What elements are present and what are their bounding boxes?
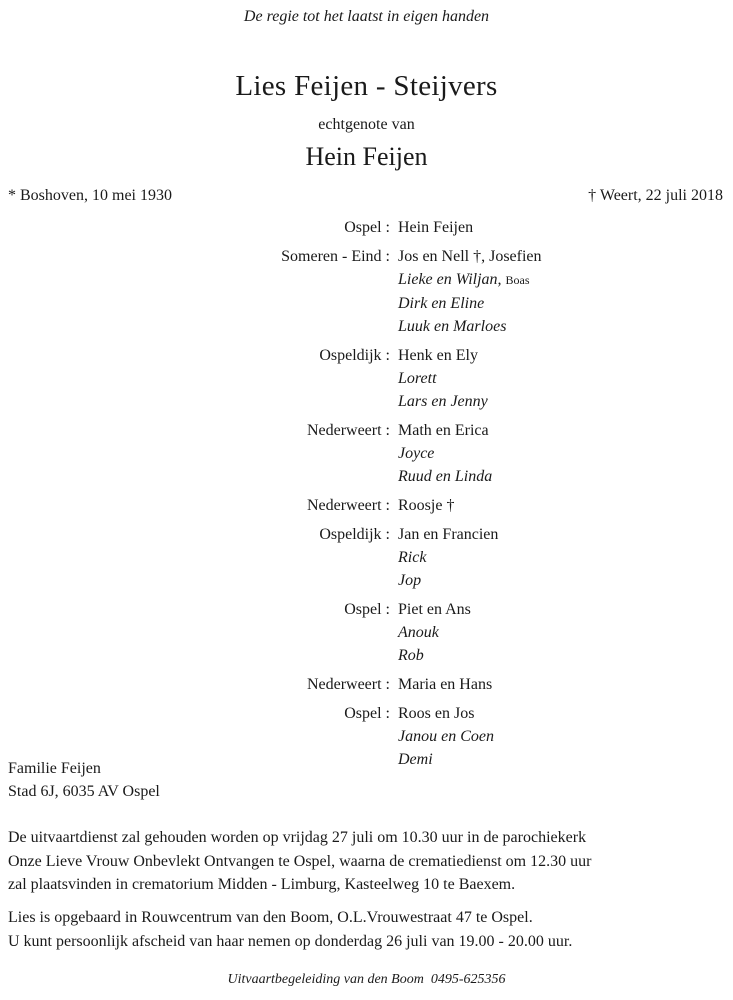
family-place: Nederweert : [306,422,390,439]
family-group [0,523,733,592]
family-group [0,673,733,696]
family-member [398,367,733,390]
family-member-text: Demi [398,751,433,768]
family-member-text: Piet en Ans [398,601,471,618]
family-member [398,621,733,644]
family-member-text: Jos en Nell †, Josefien [398,248,542,265]
deceased-name: Lies Feijen - Steijvers [235,70,498,102]
family-names [398,598,733,667]
family-member [398,494,733,517]
family-place: Ospel : [344,219,390,236]
family-member [398,245,733,268]
service-paragraph [8,826,728,897]
family-names [398,523,733,592]
family-member [398,569,733,592]
family-member-text: Lieke en Wiljan, [398,271,502,288]
family-names [398,494,733,517]
family-names [398,702,733,771]
family-member [398,216,733,239]
family-member-text: Lorett [398,370,437,387]
family-member-text: Rob [398,647,424,664]
family-member-text: Janou en Coen [398,728,494,745]
family-member [398,268,733,292]
family-place: Nederweert : [306,497,390,514]
family-member [398,419,733,442]
family-member [398,442,733,465]
family-group [0,344,733,413]
family-member [398,748,733,771]
family-member [398,644,733,667]
family-member [398,465,733,488]
family-member-text: Luuk en Marloes [398,318,507,335]
family-member [398,725,733,748]
family-group [0,245,733,338]
family-member-text: Anouk [398,624,439,641]
family-member-extra: Boas [505,273,530,287]
spouse-name: Hein Feijen [305,142,428,171]
family-place: Someren - Eind : [281,248,390,265]
family-names [398,419,733,488]
family-member [398,673,733,696]
family-member [398,702,733,725]
family-group [0,419,733,488]
family-member-text: Roosje † [398,497,455,514]
family-names [398,245,733,338]
family-member-text: Joyce [398,445,435,462]
viewing-paragraph [8,906,728,953]
family-place: Ospel : [344,705,390,722]
family-member-text: Jan en Francien [398,526,499,543]
family-names [398,673,733,696]
family-place: Ospeldijk : [319,347,390,364]
family-member-text: Hein Feijen [398,219,474,236]
family-names [398,344,733,413]
service-line: Onze Lieve Vrouw Onbevlekt Ontvangen te Ospel, waarna de crematiedienst om 12.30 uur [8,852,592,870]
family-member-text: Math en Erica [398,422,489,439]
funeral-director-footer: Uitvaartbegeleiding van den Boom 0495-625356 [227,972,506,987]
family-group [0,598,733,667]
family-member [398,523,733,546]
family-place: Ospeldijk : [319,526,390,543]
family-member [398,598,733,621]
family-member [398,315,733,338]
family-member-text: Dirk en Eline [398,295,485,312]
family-group [0,702,733,771]
viewing-line: U kunt persoonlijk afscheid van haar nemen op donderdag 26 juli van 19.00 - 20.00 uur. [8,932,573,950]
family-signature: Familie Feijen [8,760,101,777]
family-member [398,546,733,569]
family-member [398,390,733,413]
family-address: Stad 6J, 6035 AV Ospel [8,783,160,800]
family-group [0,216,733,239]
family-member-text: Ruud en Linda [398,468,493,485]
motto: De regie tot het laatst in eigen handen [243,8,490,25]
birth-info: * Boshoven, 10 mei 1930 [8,187,172,204]
service-line: De uitvaartdienst zal gehouden worden op vrijdag 27 juli om 10.30 uur in de parochiekerk [8,829,587,846]
family-member-text: Rick [398,549,427,566]
death-info: † Weert, 22 juli 2018 [588,187,723,204]
family-group [0,494,733,517]
family-member-text: Lars en Jenny [398,393,488,410]
relation-label: echtgenote van [318,116,415,133]
family-names [398,216,733,239]
family-place: Ospel : [344,601,390,618]
family-member [398,344,733,367]
family-member [398,292,733,315]
viewing-line: Lies is opgebaard in Rouwcentrum van den Boom, O.L.Vrouwestraat 47 te Ospel. [8,909,533,926]
service-line: zal plaatsvinden in crematorium Midden - Limburg, Kasteelweg 10 te Baexem. [8,876,516,893]
family-list [0,216,733,777]
family-place: Nederweert : [306,676,390,693]
family-member-text: Henk en Ely [398,347,478,364]
family-member-text: Maria en Hans [398,676,493,693]
family-member-text: Jop [398,572,422,589]
family-member-text: Roos en Jos [398,705,475,722]
